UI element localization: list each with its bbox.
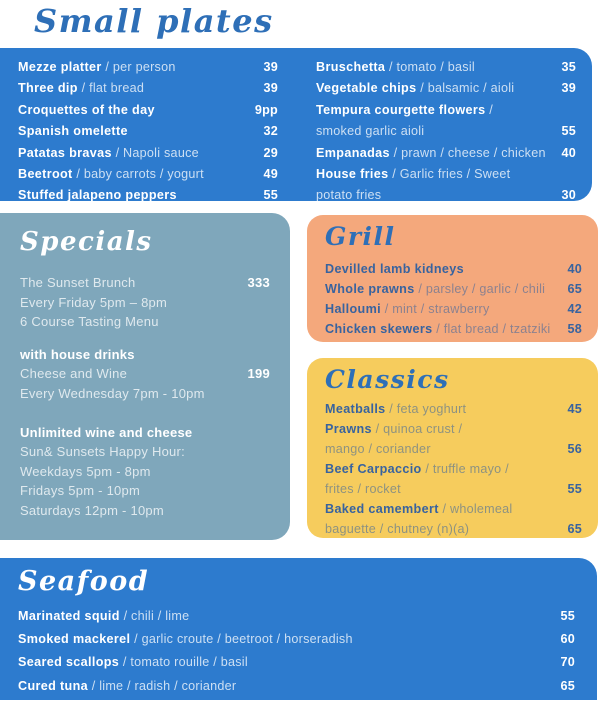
- seafood-title: Seafood: [18, 566, 150, 597]
- item-price: 55: [561, 124, 576, 139]
- item-desc: / tomato rouille / basil: [122, 655, 248, 670]
- item-name: Smoked mackerel: [18, 632, 131, 647]
- section-seafood: [0, 558, 597, 716]
- item-desc: / mint / strawberry: [384, 302, 490, 316]
- page-title: Small plates: [34, 2, 274, 40]
- item-desc: mango / coriander: [325, 442, 431, 456]
- item-text: [316, 121, 424, 142]
- item-price: 65: [567, 282, 582, 296]
- menu-item-row: [325, 259, 582, 279]
- item-name: Spanish omelette: [18, 124, 128, 139]
- item-text: [18, 185, 177, 206]
- special-text: Weekdays 5pm - 8pm: [20, 463, 151, 479]
- item-name: Prawns: [325, 422, 372, 436]
- special-row: [20, 273, 270, 293]
- menu-item-row: [316, 164, 576, 185]
- section-small-plates: [0, 48, 592, 201]
- item-desc: / tomato / basil: [389, 60, 475, 74]
- special-row: [20, 462, 270, 482]
- item-text: [18, 100, 155, 121]
- item-price: 49: [263, 167, 278, 182]
- small-plates-left-column: [18, 57, 278, 203]
- item-price: 55: [560, 609, 575, 623]
- special-row: [20, 423, 270, 443]
- special-row: [20, 481, 270, 501]
- menu-item-row: [325, 279, 582, 299]
- item-name: Mezze platter: [18, 60, 102, 74]
- item-desc: / quinoa crust /: [375, 422, 463, 436]
- item-name: Stuffed jalapeno peppers: [18, 188, 177, 203]
- menu-item-row: [316, 78, 576, 99]
- item-text: [18, 651, 248, 674]
- menu-item-row: [18, 698, 575, 721]
- item-name: Seared scallops: [18, 655, 120, 670]
- classics-title: Classics: [325, 365, 450, 394]
- menu-item-row: [18, 185, 278, 206]
- item-text: [325, 499, 512, 519]
- item-price: 56: [567, 442, 582, 456]
- item-text: [325, 319, 550, 339]
- item-price: 65: [567, 522, 582, 536]
- menu-item-row: [325, 419, 582, 439]
- item-name: Marinated squid: [18, 609, 120, 623]
- item-price: 39: [263, 60, 278, 74]
- item-text: [18, 121, 128, 142]
- small-plates-right-column: [316, 57, 576, 203]
- item-name: House fries: [316, 167, 389, 182]
- item-price: 35: [561, 60, 576, 74]
- item-text: [316, 100, 493, 121]
- item-desc: / wholemeal: [442, 502, 513, 516]
- item-desc: smoked garlic aioli: [316, 124, 425, 139]
- item-desc: / baby carrots / yogurt: [76, 167, 204, 182]
- item-name: Empanadas: [316, 145, 390, 160]
- item-price: 40: [567, 262, 582, 276]
- menu-item-row: [18, 100, 278, 121]
- item-price: 9pp: [254, 102, 278, 117]
- item-name: Cured tuna: [18, 678, 88, 693]
- menu-item-row: [325, 399, 582, 419]
- item-price: 55: [567, 482, 582, 496]
- item-name: Beef Carpaccio: [325, 462, 422, 476]
- menu-item-row: [18, 164, 278, 185]
- item-text: [316, 185, 381, 206]
- item-text: [18, 57, 176, 78]
- item-name: Baked camembert: [325, 502, 439, 516]
- item-desc: / balsamic / aioli: [420, 81, 515, 96]
- specials-title: Specials: [20, 227, 153, 257]
- menu-item-row: [18, 143, 278, 164]
- special-row: [20, 293, 270, 313]
- item-desc: / garlic croute / beetroot / horseradish: [134, 632, 353, 647]
- menu-item-row: [18, 121, 278, 142]
- menu-item-row: [325, 299, 582, 319]
- item-desc: / parsley / garlic / chili: [418, 282, 546, 296]
- item-desc: frites / rocket: [325, 482, 401, 496]
- item-price: 39: [263, 81, 278, 96]
- section-specials: [0, 213, 290, 540]
- special-text: 6 Course Tasting Menu: [20, 314, 159, 330]
- special-row: [20, 501, 270, 521]
- item-text: [325, 479, 401, 499]
- item-name: Tempura courgette flowers: [316, 102, 486, 117]
- item-desc: / lime / radish / coriander: [91, 678, 237, 693]
- item-price: 45: [567, 402, 582, 416]
- item-price: 32: [263, 124, 278, 139]
- item-text: [18, 143, 199, 164]
- menu-item-row: [316, 100, 576, 121]
- special-price: 199: [247, 366, 270, 382]
- special-text: Saturdays 12pm - 10pm: [20, 502, 164, 518]
- section-grill: [307, 215, 598, 342]
- item-desc: / feta yoghurt: [389, 402, 467, 416]
- item-name: Whole prawns: [325, 282, 415, 296]
- menu-item-row: [18, 57, 278, 78]
- item-desc: / Napoli sauce: [115, 145, 199, 160]
- menu-item-row: [18, 78, 278, 99]
- special-text: Unlimited wine and cheese: [20, 424, 193, 440]
- item-text: [316, 78, 514, 99]
- item-text: [18, 78, 144, 99]
- menu-item-row: [18, 651, 575, 674]
- menu-item-row: [18, 628, 575, 651]
- menu-item-row: [18, 605, 575, 628]
- item-text: [316, 57, 475, 78]
- item-name: Devilled lamb kidneys: [325, 262, 464, 276]
- item-desc: / truffle mayo /: [425, 462, 509, 476]
- item-text: [18, 605, 189, 628]
- item-name: Halloumi: [325, 302, 381, 316]
- item-price: 55: [263, 188, 278, 203]
- item-desc: / Garlic fries / Sweet: [392, 167, 511, 182]
- special-text: Every Friday 5pm – 8pm: [20, 294, 168, 310]
- menu-item-row: [325, 439, 582, 459]
- item-text: [325, 459, 509, 479]
- menu-item-row: [316, 185, 576, 206]
- menu-item-row: [316, 143, 576, 164]
- special-row: [20, 442, 270, 462]
- item-desc: / prawn / cheese / chicken: [393, 145, 546, 160]
- item-price: 29: [263, 145, 278, 160]
- item-text: [325, 259, 464, 279]
- item-name: Three dip: [18, 81, 78, 96]
- item-name: Vegetable chips: [316, 81, 417, 96]
- special-row: [20, 384, 270, 404]
- item-price: 39: [561, 81, 576, 96]
- special-price: 333: [247, 275, 270, 290]
- item-text: [18, 675, 236, 698]
- item-name: Meatballs: [325, 402, 386, 416]
- item-name: Beetroot: [18, 167, 73, 182]
- item-text: [325, 399, 466, 419]
- item-name: Patatas bravas: [18, 145, 112, 160]
- item-price: 30: [561, 188, 576, 203]
- special-text: Cheese and Wine: [20, 366, 128, 382]
- item-desc: baguette / chutney (n)(a): [325, 522, 470, 536]
- item-name: Croquettes of the day: [18, 102, 155, 117]
- item-price: 68: [560, 701, 575, 716]
- item-text: [18, 628, 353, 651]
- special-text: The Sunset Brunch: [20, 275, 136, 290]
- section-classics: [307, 358, 598, 538]
- special-row: [20, 345, 270, 365]
- menu-item-row: [18, 675, 575, 698]
- item-desc: / chili / lime: [123, 609, 190, 623]
- item-price: 70: [560, 655, 575, 670]
- item-name: Chicken skewers: [325, 322, 433, 336]
- item-desc: / per person: [105, 60, 176, 74]
- item-text: [18, 164, 204, 185]
- item-text: [316, 143, 546, 164]
- special-text: Fridays 5pm - 10pm: [20, 483, 141, 499]
- item-text: [325, 439, 431, 459]
- item-text: [325, 419, 462, 439]
- item-text: [325, 279, 545, 299]
- item-text: [18, 698, 160, 721]
- item-name: Bruschetta: [316, 60, 386, 74]
- item-text: [316, 164, 510, 185]
- item-desc: / lemon mayo: [81, 701, 161, 716]
- menu-item-row: [325, 479, 582, 499]
- item-price: 40: [561, 145, 576, 160]
- menu-item-row: [325, 319, 582, 339]
- grill-title: Grill: [325, 222, 396, 251]
- special-text: Sun& Sunsets Happy Hour:: [20, 444, 185, 460]
- item-desc: / flat bread: [81, 81, 145, 96]
- menu-item-row: [325, 519, 582, 539]
- item-text: [325, 299, 490, 319]
- item-desc: / flat bread / tzatziki: [436, 322, 551, 336]
- special-text: with house drinks: [20, 346, 135, 362]
- item-price: 65: [560, 678, 575, 693]
- menu-item-row: [316, 57, 576, 78]
- item-name: Whitebait: [18, 701, 78, 716]
- menu-item-row: [325, 459, 582, 479]
- item-text: [325, 519, 469, 539]
- item-price: 60: [560, 632, 575, 647]
- special-row: [20, 364, 270, 384]
- item-price: 58: [567, 322, 582, 336]
- item-desc: potato fries: [316, 188, 382, 203]
- special-text: Every Wednesday 7pm - 10pm: [20, 385, 205, 401]
- item-price: 42: [567, 302, 582, 316]
- menu-item-row: [316, 121, 576, 142]
- item-desc: /: [489, 102, 493, 117]
- menu-item-row: [325, 499, 582, 519]
- special-row: [20, 312, 270, 332]
